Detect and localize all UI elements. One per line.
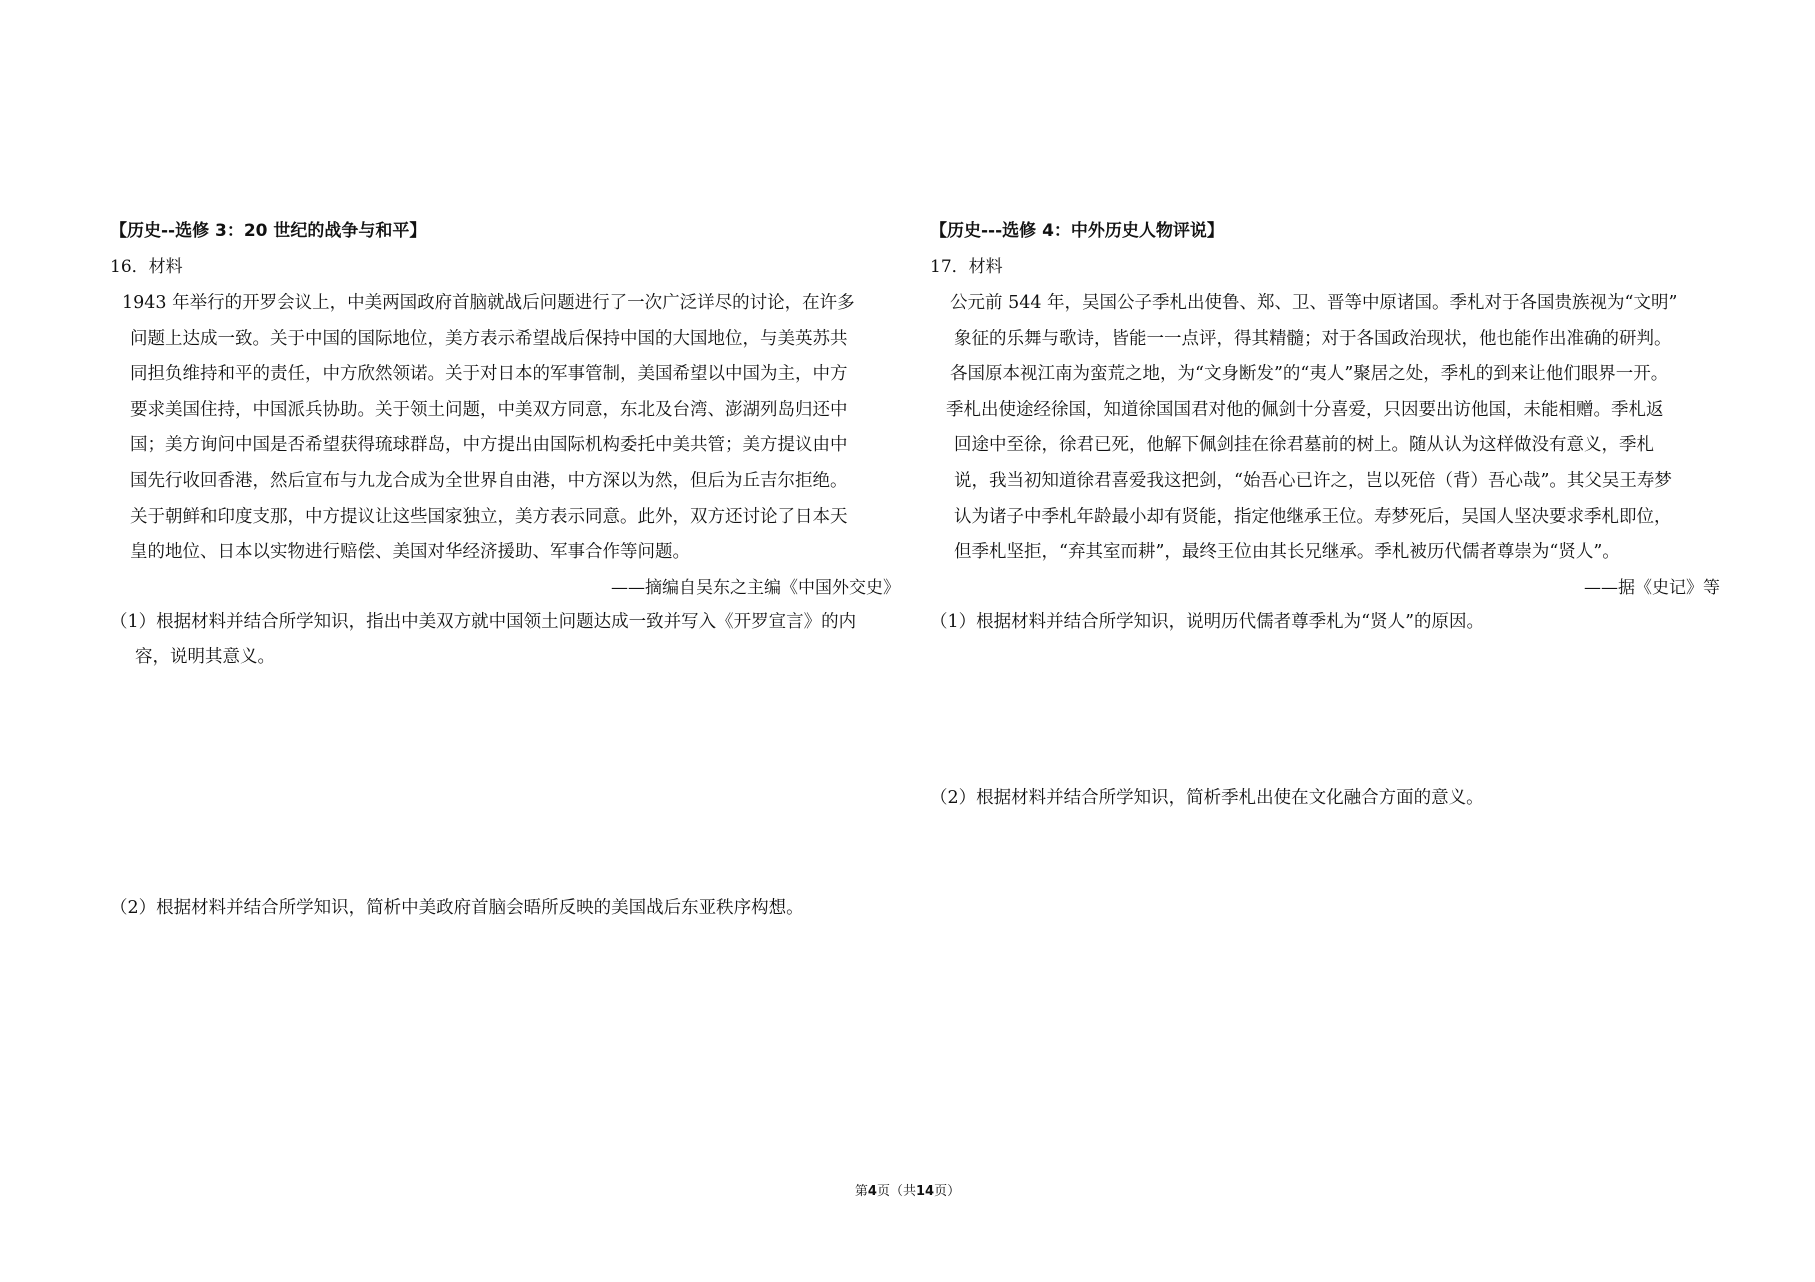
question-line: （1）根据材料并结合所学知识，指出中美双方就中国领土问题达成一致并写入《开罗宣言》的内 (110, 611, 857, 632)
question-17-part-1: （1）根据材料并结合所学知识，说明历代儒者尊季札为“贤人”的原因。 (930, 611, 1485, 632)
footer-total-pages: 14 (915, 1184, 935, 1199)
left-column (110, 216, 900, 918)
material-line: 象征的乐舞与歌诗，皆能一一点评，得其精髓；对于各国政治现状，他也能作出准确的研判。 (954, 328, 1672, 349)
material-line: 要求美国住持，中国派兵协助。关于领土问题，中美双方同意，东北及台湾、澎湖列岛归还中 (130, 399, 848, 420)
right-column (930, 216, 1720, 808)
footer-suffix: 页） (934, 1184, 961, 1199)
footer-middle: 页（共 (876, 1184, 916, 1199)
question-17-part-2: （2）根据材料并结合所学知识，简析季札出使在文化融合方面的意义。 (930, 788, 1484, 808)
material-line: 关于朝鲜和印度支那，中方提议让这些国家独立，美方表示同意。此外，双方还讨论了日本天 (130, 506, 848, 527)
question-number-16: 16．材料 (110, 257, 183, 277)
question-16-part-2: （2）根据材料并结合所学知识，简析中美政府首脑会晤所反映的美国战后东亚秩序构想。 (110, 898, 804, 918)
material-source-16: ——摘编自吴东之主编《中国外交史》 (611, 577, 900, 598)
question-line: 容，说明其意义。 (135, 646, 275, 667)
material-line: 回途中至徐，徐君已死，他解下佩剑挂在徐君墓前的树上。随从认为这样做没有意义，季札 (954, 435, 1654, 456)
footer-prefix: 第 (854, 1184, 868, 1199)
material-line: 皇的地位、日本以实物进行赔偿、美国对华经济援助、军事合作等问题。 (130, 542, 690, 563)
material-line: 季札出使途经徐国，知道徐国国君对他的佩剑十分喜爱，只因要出访他国，未能相赠。季札返 (946, 399, 1664, 420)
page-footer (0, 1183, 1815, 1201)
material-line: 认为诸子中季札年龄最小却有贤能，指定他继承王位。寿梦死后，吴国人坚决要求季札即位， (954, 506, 1672, 527)
material-line: 说，我当初知道徐君喜爱我这把剑，“始吾心已许之，岂以死倍（背）吾心哉”。其父吴王寿梦 (954, 470, 1672, 491)
material-paragraph-16 (110, 286, 900, 571)
material-source-17: ——据《史记》等 (1584, 577, 1720, 598)
material-line: 但季札坚拒，“弃其室而耕”，最终王位由其长兄继承。季札被历代儒者尊崇为“贤人”。 (954, 542, 1620, 563)
material-line: 1943 年举行的开罗会议上，中美两国政府首脑就战后问题进行了一次广泛详尽的讨论，在许多 (122, 293, 855, 313)
material-line: 问题上达成一致。关于中国的国际地位，美方表示希望战后保持中国的大国地位，与美英苏共 (130, 328, 848, 349)
material-line: 各国原本视江南为蛮荒之地，为“文身断发”的“夷人”聚居之处，季札的到来让他们眼界一开。 (950, 364, 1669, 385)
material-line: 国；美方询问中国是否希望获得琉球群岛，中方提出由国际机构委托中美共管；美方提议由中 (130, 435, 848, 456)
footer-page-number: 4 (867, 1184, 877, 1199)
material-paragraph-17 (930, 286, 1720, 571)
material-line: 同担负维持和平的责任，中方欣然领诺。关于对日本的军事管制，美国希望以中国为主，中方 (130, 364, 848, 385)
section-heading-left: 【历史--选修 3：20 世纪的战争与和平】 (110, 221, 427, 241)
material-line: 国先行收回香港，然后宣布与九龙合成为全世界自由港，中方深以为然，但后为丘吉尔拒绝。 (130, 470, 848, 491)
section-heading-right: 【历史---选修 4：中外历史人物评说】 (930, 221, 1224, 241)
material-line: 公元前 544 年，吴国公子季札出使鲁、郑、卫、晋等中原诸国。季札对于各国贵族视为“文明” (950, 293, 1678, 313)
question-16-part-1 (110, 605, 900, 675)
question-number-17: 17．材料 (930, 257, 1003, 277)
